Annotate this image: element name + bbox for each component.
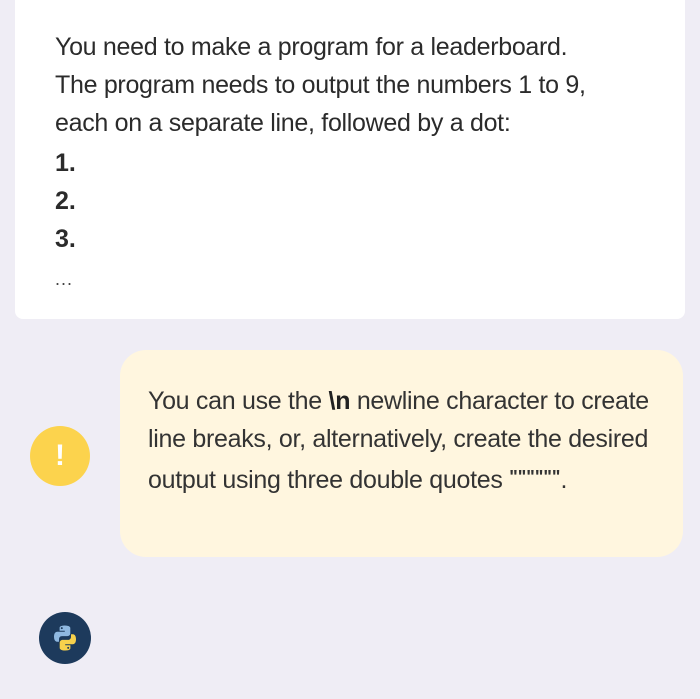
hint-code-newline: \n xyxy=(328,387,351,415)
expected-output-list xyxy=(55,144,645,258)
python-logo-icon xyxy=(50,623,80,653)
hint-text-before-code: You can use the xyxy=(148,387,329,415)
exclamation-symbol: ! xyxy=(55,439,65,472)
list-item: 1. xyxy=(55,149,76,177)
list-item: 2. xyxy=(55,187,76,215)
task-card xyxy=(15,0,685,319)
exclamation-icon xyxy=(30,426,90,486)
list-ellipsis: ... xyxy=(55,269,74,289)
list-item: 3. xyxy=(55,225,76,253)
python-badge xyxy=(39,612,91,664)
task-text-line-2: The program needs to output the numbers 1 to 9, xyxy=(55,71,586,99)
hint-text-after-code: newline character to create line breaks, or, alternatively, create the desired output using three double quotes xyxy=(148,387,649,494)
hint-triple-quotes: """""" xyxy=(509,467,561,487)
hint-bubble xyxy=(120,350,683,557)
task-text-line-3: each on a separate line, followed by a dot: xyxy=(55,109,511,137)
hint-text xyxy=(148,382,653,499)
task-text-line-1: You need to make a program for a leaderboard. xyxy=(55,33,568,61)
hint-text-end: . xyxy=(560,466,568,494)
